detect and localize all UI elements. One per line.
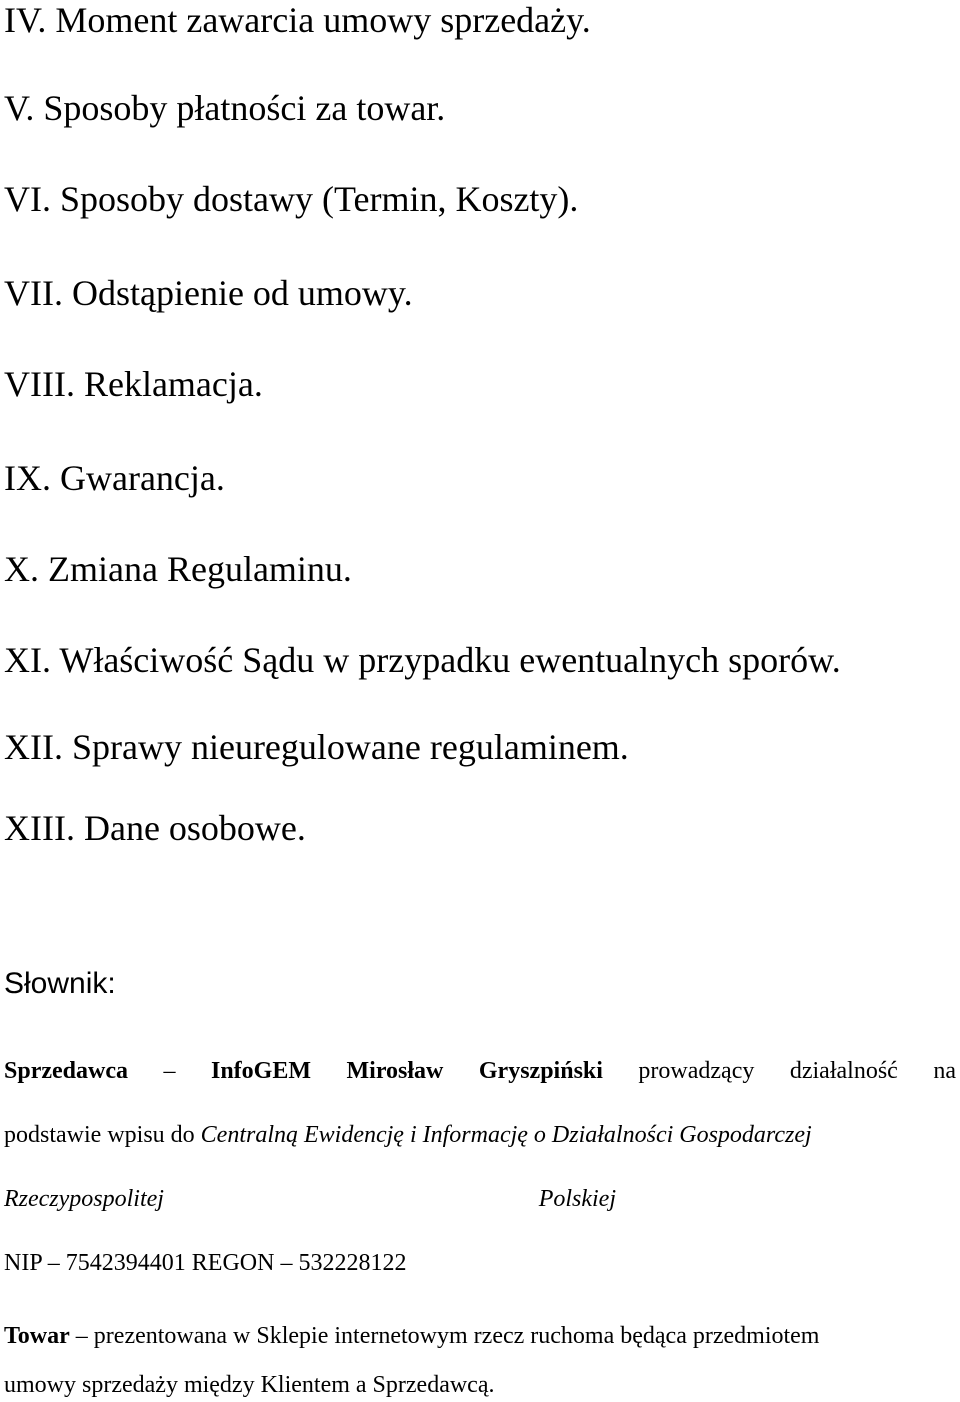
seller-text-word: działalność: [789, 1058, 898, 1084]
seller-name-word: Gryszpiński: [478, 1058, 603, 1084]
seller-definition-line-1: [4, 1056, 956, 1086]
registry-country-word: Rzeczypospolitej: [4, 1186, 164, 1212]
goods-text: – prezentowana w Sklepie internetowym rzecz ruchoma będąca przedmiotem: [69, 1323, 820, 1349]
seller-name-word: InfoGEM: [210, 1058, 311, 1084]
toc-item-ix: IX. Gwarancja.: [4, 458, 225, 498]
seller-text-word: na: [933, 1058, 956, 1084]
seller-term: Sprzedawca: [4, 1058, 128, 1084]
dictionary-heading: Słownik:: [4, 967, 116, 1000]
registry-name: Centralną Ewidencję i Informację o Działalności Gospodarczej: [200, 1122, 812, 1148]
seller-definition-line-2: [4, 1120, 956, 1150]
toc-item-viii: VIII. Reklamacja.: [4, 364, 263, 404]
toc-item-x: X. Zmiana Regulaminu.: [4, 549, 352, 589]
seller-name-word: Mirosław: [346, 1058, 444, 1084]
seller-text-word: prowadzący: [638, 1058, 755, 1084]
toc-item-xii: XII. Sprawy nieuregulowane regulaminem.: [4, 727, 629, 767]
toc-item-v: V. Sposoby płatności za towar.: [4, 88, 446, 128]
seller-tax-ids: NIP – 7542394401 REGON – 532228122: [4, 1250, 407, 1276]
seller-line2-text: podstawie wpisu do: [4, 1122, 201, 1148]
registry-country-word: Polskiej: [538, 1186, 616, 1212]
goods-definition-line-2: umowy sprzedaży między Klientem a Sprzedawcą.: [4, 1372, 495, 1398]
goods-term: Towar: [4, 1323, 70, 1349]
goods-definition-line-1: [4, 1321, 956, 1351]
seller-dash: –: [163, 1058, 176, 1084]
toc-item-vi: VI. Sposoby dostawy (Termin, Koszty).: [4, 179, 579, 219]
toc-item-xi: XI. Właściwość Sądu w przypadku ewentualnych sporów.: [4, 640, 841, 680]
toc-item-xiii: XIII. Dane osobowe.: [4, 808, 306, 848]
seller-definition-line-3: [4, 1184, 616, 1214]
toc-item-vii: VII. Odstąpienie od umowy.: [4, 273, 413, 313]
toc-item-iv: IV. Moment zawarcia umowy sprzedaży.: [4, 0, 591, 40]
